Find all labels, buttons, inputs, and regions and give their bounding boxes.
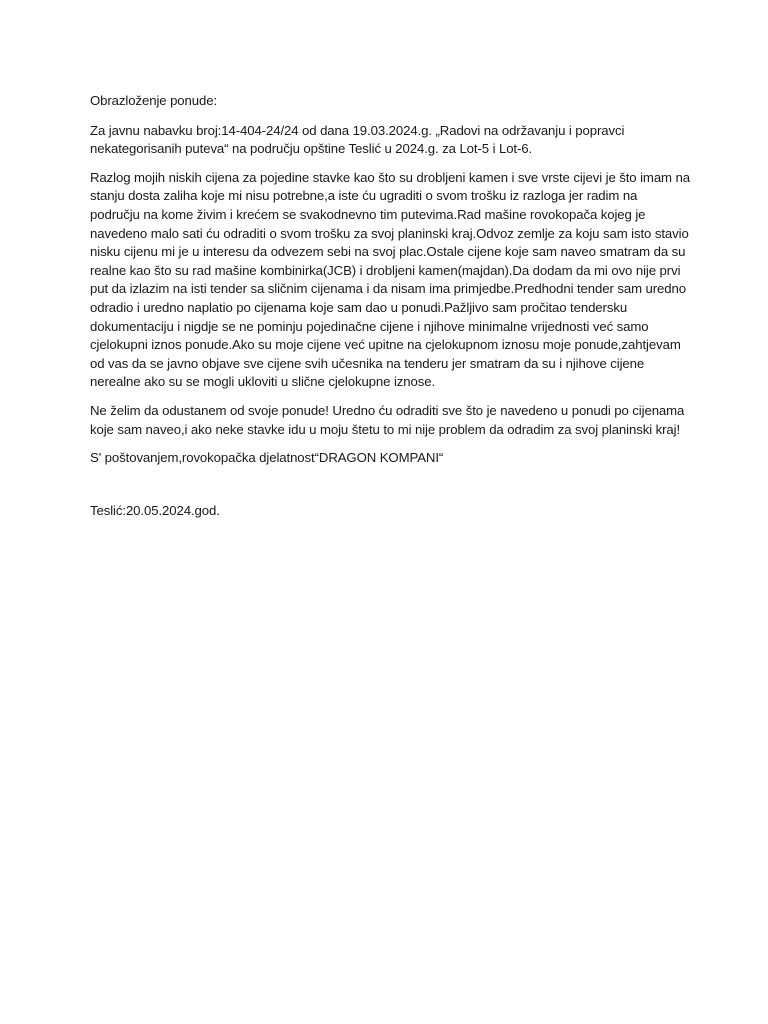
closing-paragraph: Ne želim da odustanem od svoje ponude! Uredno ću odraditi sve što je navedeno u ponudi po cijenama koje sam naveo,i ako neke stavke idu u moju štetu to mi nije problem da odradim za svoj planinski kraj! — [90, 402, 685, 437]
intro-paragraph: Za javnu nabavku broj:14-404-24/24 od dana 19.03.2024.g. „Radovi na održavanju i popravci nekategorisanih puteva“ na području opštine Teslić u 2024.g. za Lot-5 i Lot-6. — [90, 122, 625, 157]
document-page — [90, 92, 690, 530]
document-heading: Obrazloženje ponude: — [90, 93, 218, 108]
body-paragraph: Razlog mojih niskih cijena za pojedine stavke kao što su drobljeni kamen i sve vrste cijevi je što imam na stanju dosta zaliha koje mi nisu potrebne,a iste ću ugraditi o svom trošku iz razloga jer radim na području na kome živim i krećem se svakodnevno tim putevima.Rad mašine rovokopača kojeg je navedeno malo sati ću odraditi o svom trošku za svoj planinski kraj.Odvoz zemlje za koju sam isto stavio nisku cijenu mi je u interesu da odvezem sebi na svoj plac.Ostale cijene koje sam naveo smatram da su realne kao što su rad mašine kombinirka(JCB) i drobljeni kamen(majdan).Da dodam da mi ovo nije prvi put da izlazim na isti tender sa sličnim cijenama i da nisam ima primjedbe.Predhodni tender sam uredno odradio i uredno naplatio po cijenama koje sam dao u ponudi.Pažljivo sam pročitao tendersku dokumentaciju i nigdje se ne pominju pojedinačne cijene i njihove minimalne vrijednosti već samo cjelokupni iznos ponude.Ako su moje cijene već upitne na cjelokupnom iznosu moje ponude,zahtjevam od vas da se javno objave sve cijene svih učesnika na tenderu jer smatram da su i njihove cijene nerealne ako su se mogli ukloviti u slične cjelokupne iznose. — [90, 169, 690, 390]
place-date-line: Teslić:20.05.2024.god. — [90, 502, 220, 518]
signature-line: S' poštovanjem,rovokopačka djelatnost“DRAGON KOMPANI“ — [90, 450, 444, 466]
